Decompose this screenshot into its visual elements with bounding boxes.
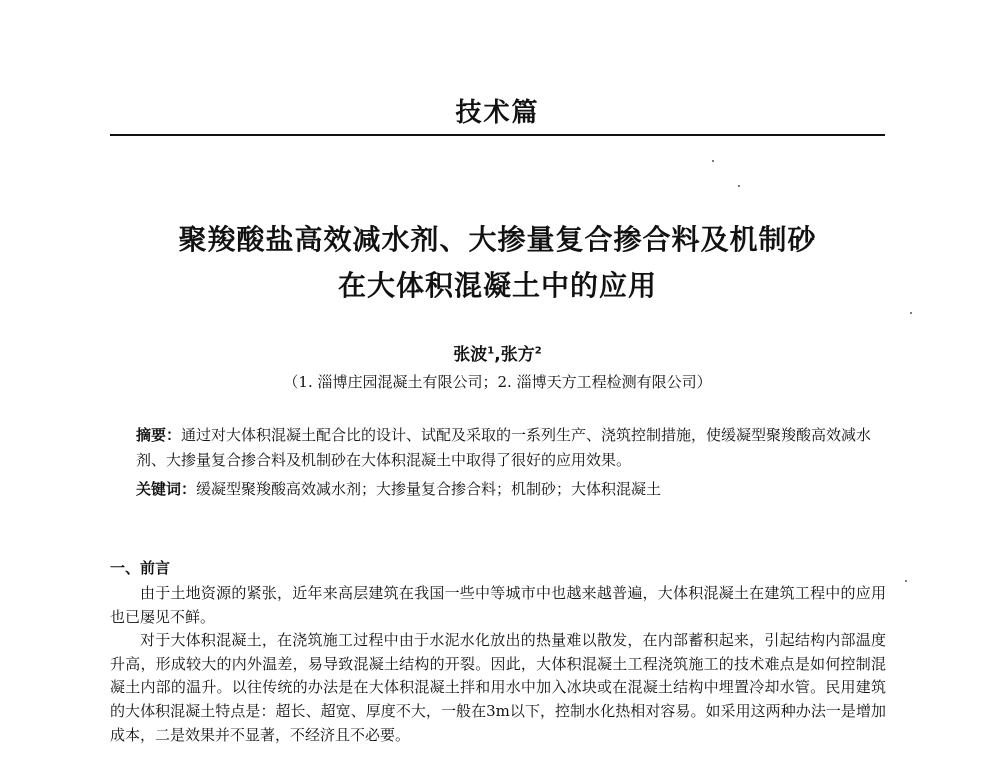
- scan-speck: [712, 160, 714, 162]
- abstract-label: 摘要：: [136, 426, 182, 444]
- body-paragraph-1: 由于土地资源的紧张，近年来高层建筑在我国一些中等城市中也越来越普遍，大体积混凝土在建筑工程中的应用也已屡见不鲜。: [110, 584, 886, 626]
- abstract: [136, 423, 876, 473]
- scan-speck: [738, 185, 740, 187]
- article-title-line-2: 在大体积混凝土中的应用: [337, 269, 657, 302]
- scan-speck: [910, 312, 912, 314]
- author-1-affil-mark: 1: [487, 345, 495, 357]
- affiliations: （1. 淄博庄园混凝土有限公司；2. 淄博天方工程检测有限公司）: [283, 373, 712, 391]
- keywords: [136, 477, 876, 502]
- section-header: 技术篇: [455, 98, 540, 128]
- scan-speck: [905, 580, 907, 582]
- section-heading-intro: 一、前言: [110, 559, 171, 577]
- keywords-label: 关键词：: [136, 480, 197, 498]
- author-separator: ,: [494, 345, 501, 365]
- author-2-affil-mark: 2: [534, 345, 542, 357]
- article-title-line-1: 聚羧酸盐高效减水剂、大掺量复合掺合料及机制砂: [178, 223, 817, 256]
- author-2: 张方: [500, 345, 535, 365]
- keywords-text: 缓凝型聚羧酸高效减水剂；大掺量复合掺合料；机制砂；大体积混凝土: [196, 480, 662, 498]
- section-body: [110, 582, 886, 747]
- authors: [110, 340, 885, 365]
- author-1: 张波: [453, 345, 488, 365]
- body-paragraph-2: 对于大体积混凝土，在浇筑施工过程中由于水泥水化放出的热量难以散发，在内部蓄积起来，引起结构内部温度升高，形成较大的内外温差，易导致混凝土结构的开裂。因此，大体积混凝土工程浇筑施工的技术难点是如何控制混凝土内部的温升。以往传统的办法是在大体积混凝土拌和用水中加入冰块或在混凝土结构中埋置冷却水管。民用建筑的大体积混凝土特点是：超长、超宽、厚度不大，一般在3m以下，控制水化热相对容易。如采用这两种办法一是增加成本，二是效果并不显著，不经济且不必要。: [110, 631, 886, 744]
- abstract-text: 通过对大体积混凝土配合比的设计、试配及采取的一系列生产、浇筑控制措施，使缓凝型聚羧酸高效减水剂、大掺量复合掺合料及机制砂在大体积混凝土中取得了很好的应用效果。: [136, 426, 872, 469]
- header-rule: [110, 134, 885, 136]
